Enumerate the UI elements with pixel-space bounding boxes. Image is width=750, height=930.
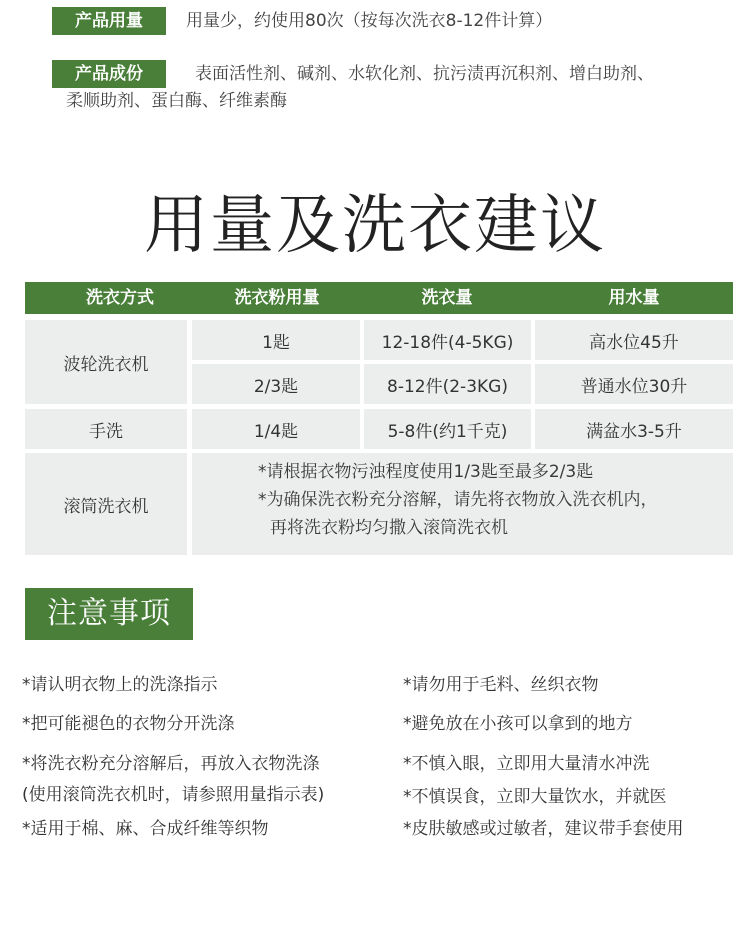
table-header [25, 282, 733, 314]
usage-tag: 产品用量 [52, 7, 166, 35]
drum-note-3: 再将洗衣粉均匀撒入滚筒洗衣机 [270, 518, 508, 538]
tip-right-2: *避免放在小孩可以拿到的地方 [403, 714, 633, 734]
ingredients-tag: 产品成份 [52, 60, 166, 88]
hand-powder: 1/4匙 [192, 409, 360, 449]
method-drum: 滚筒洗衣机 [25, 453, 187, 555]
tip-right-5: *皮肤敏感或过敏者，建议带手套使用 [403, 819, 684, 839]
drum-note-1: *请根据衣物污浊程度使用1/3匙至最多2/3匙 [258, 462, 594, 482]
page-heading: 用量及洗衣建议 [144, 189, 606, 263]
header-water: 用水量 [608, 288, 660, 308]
tip-right-4: *不慎误食，立即大量饮水，并就医 [403, 787, 667, 807]
pulsator-load-2: 8-12件(2-3KG) [364, 364, 531, 404]
pulsator-load-1: 12-18件(4-5KG) [364, 320, 531, 360]
tip-left-1: *请认明衣物上的洗涤指示 [22, 675, 218, 695]
method-hand: 手洗 [25, 409, 187, 449]
attention-title: 注意事项 [25, 588, 193, 640]
ingredients-line-1: 表面活性剂、碱剂、水软化剂、抗污渍再沉积剂、增白助剂、 [195, 64, 654, 84]
method-pulsator: 波轮洗衣机 [25, 320, 187, 404]
tip-left-3: *将洗衣粉充分溶解后，再放入衣物洗涤 [22, 754, 320, 774]
hand-water: 满盆水3-5升 [535, 409, 733, 449]
tip-right-1: *请勿用于毛料、丝织衣物 [403, 675, 599, 695]
pulsator-water-2: 普通水位30升 [535, 364, 733, 404]
tip-left-5: *适用于棉、麻、合成纤维等织物 [22, 819, 269, 839]
drum-note-2: *为确保洗衣粉充分溶解，请先将衣物放入洗衣机内， [258, 490, 658, 510]
tip-right-3: *不慎入眼，立即用大量清水冲洗 [403, 754, 650, 774]
pulsator-water-1: 高水位45升 [535, 320, 733, 360]
usage-text: 用量少，约使用80次（按每次洗衣8-12件计算） [186, 11, 553, 31]
hand-load: 5-8件(约1千克) [364, 409, 531, 449]
header-method: 洗衣方式 [86, 288, 154, 308]
tip-left-2: *把可能褪色的衣物分开洗涤 [22, 714, 235, 734]
pulsator-powder-2: 2/3匙 [192, 364, 360, 404]
header-load: 洗衣量 [421, 288, 473, 308]
header-powder: 洗衣粉用量 [234, 288, 320, 308]
pulsator-powder-1: 1匙 [192, 320, 360, 360]
drum-notes [258, 458, 658, 542]
ingredients-line-2: 柔顺助剂、蛋白酶、纤维素酶 [66, 91, 287, 111]
tip-left-4: (使用滚筒洗衣机时，请参照用量指示表) [22, 785, 325, 805]
